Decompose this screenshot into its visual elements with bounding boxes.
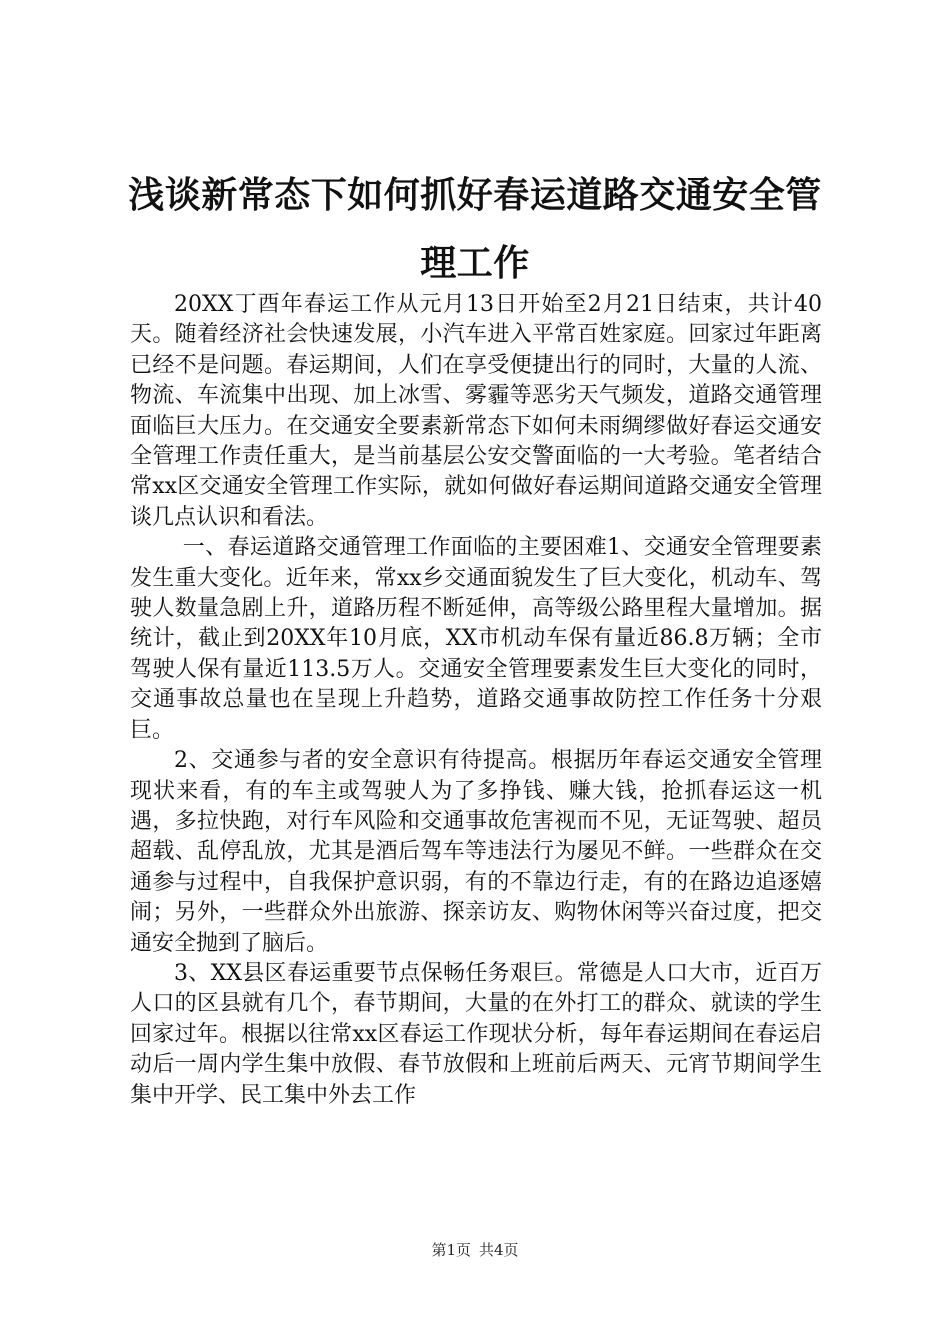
page-number: 第1页: [431, 1241, 471, 1259]
page-footer: [0, 1240, 950, 1260]
paragraph-intro: 20XX丁酉年春运工作从元月13日开始至2月21日结束，共计40天。随着经济社会快速发展，小汽车进入平常百姓家庭。回家过年距离已经不是问题。春运期间，人们在享受便捷出行的同时，大量的人流、物流、车流集中出现、加上冰雪、雾霾等恶劣天气频发，道路交通管理面临巨大压力。在交通安全要素新常态下如何未雨绸缪做好春运交通安全管理工作责任重大，是当前基层公安交警面临的一大考验。笔者结合常xx区交通安全管理工作实际，就如何做好春运期间道路交通安全管理谈几点认识和看法。: [130, 292, 822, 530]
document-title: 浅谈新常态下如何抓好春运道路交通安全管理工作: [128, 175, 822, 284]
paragraph-difficulty-2: 2、交通参与者的安全意识有待提高。根据历年春运交通安全管理现状来看，有的车主或驾驶人为了多挣钱、赚大钱，抢抓春运这一机遇，多拉快跑，对行车风险和交通事故危害视而不见，无证驾驶、超员超载、乱停乱放，尤其是酒后驾车等违法行为屡见不鲜。一些群众在交通参与过程中，自我保护意识弱，有的不靠边行走，有的在路边追逐嬉闹；另外，一些群众外出旅游、探亲访友、购物休闲等兴奋过度，把交通安全抛到了脑后。: [130, 748, 822, 956]
document-body: [130, 290, 822, 1111]
page-total: 共4页: [479, 1241, 519, 1259]
paragraph-difficulty-3: 3、XX县区春运重要节点保畅任务艰巨。常德是人口大市，近百万人口的区县就有几个，春节期间，大量的在外打工的群众、就读的学生回家过年。根据以往常xx区春运工作现状分析，每年春运期间在春运启动后一周内学生集中放假、春节放假和上班前后两天、元宵节期间学生集中开学、民工集中外去工作: [130, 960, 822, 1108]
paragraph-difficulty-1: 一、春运道路交通管理工作面临的主要困难1、交通安全管理要素发生重大变化。近年来，常xx乡交通面貌发生了巨大变化，机动车、驾驶人数量急剧上升，道路历程不断延伸，高等级公路里程大量增加。据统计，截止到20XX年10月底，XX市机动车保有量近86.8万辆；全市驾驶人保有量近113.5万人。交通安全管理要素发生巨大变化的同时，交通事故总量也在呈现上升趋势，道路交通事故防控工作任务十分艰巨。: [130, 535, 822, 743]
